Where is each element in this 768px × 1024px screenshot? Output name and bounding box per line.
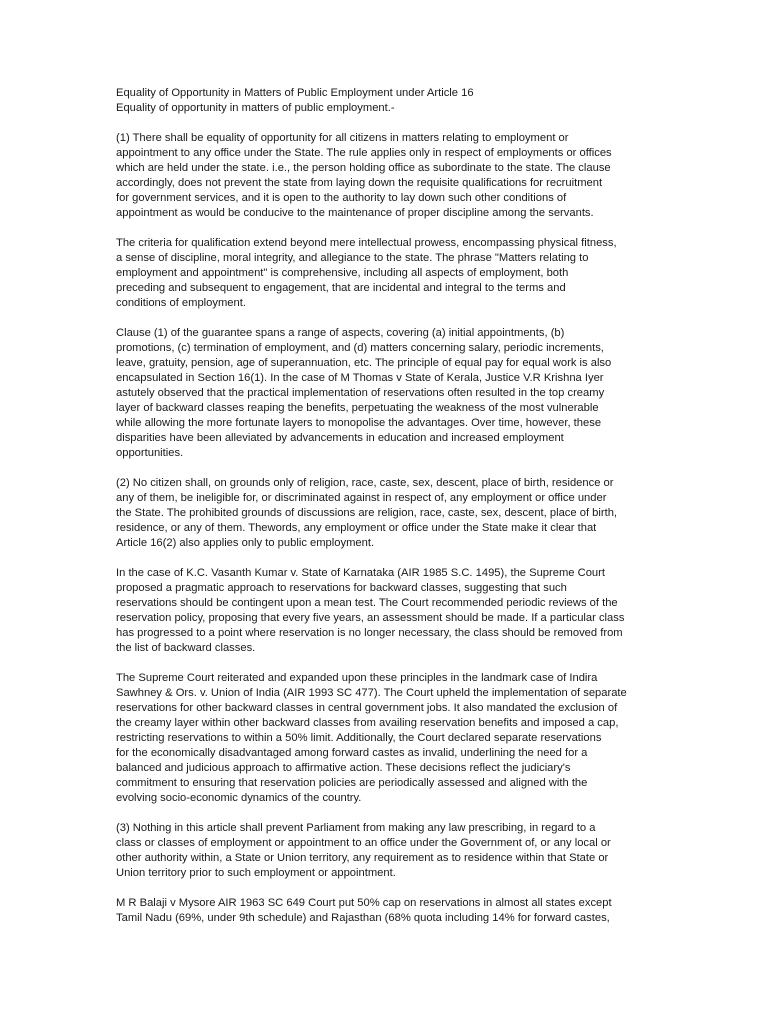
paragraph xyxy=(116,236,656,311)
paragraph-line: Union territory prior to such employment or appointment. xyxy=(116,867,396,879)
paragraph-line: The criteria for qualification extend beyond mere intellectual prowess, encompassing physical fitness, xyxy=(116,237,617,249)
paragraph-line: any of them, be ineligible for, or discriminated against in respect of, any employment or office under xyxy=(116,492,607,504)
document-title: Equality of Opportunity in Matters of Public Employment under Article 16 xyxy=(116,87,474,99)
paragraph-line: proposed a pragmatic approach to reservations for backward classes, suggesting that such xyxy=(116,582,567,594)
document-subtitle: Equality of opportunity in matters of public employment.- xyxy=(116,102,395,114)
paragraph-line: reservation policy, proposing that every five years, an assessment should be made. If a particular class xyxy=(116,612,625,624)
paragraph-line: reservations for other backward classes in central government jobs. It also mandated the exclusion of xyxy=(116,702,618,714)
paragraph xyxy=(116,566,656,656)
paragraph-line: (1) There shall be equality of opportunity for all citizens in matters relating to employment or xyxy=(116,132,569,144)
paragraph-line: which are held under the state. i.e., the person holding office as subordinate to the state. The clause xyxy=(116,162,611,174)
paragraph-line: appointment to any office under the State. The rule applies only in respect of employments or offices xyxy=(116,147,612,159)
paragraph xyxy=(116,131,656,221)
paragraph-line: (2) No citizen shall, on grounds only of religion, race, caste, sex, descent, place of birth, residence or xyxy=(116,477,614,489)
paragraph-line: layer of backward classes reaping the benefits, perpetuating the weakness of the most vulnerable xyxy=(116,402,599,414)
paragraph-line: for government services, and it is open to the authority to lay down such other conditions of xyxy=(116,192,567,204)
paragraph-line: appointment as would be conducive to the maintenance of proper discipline among the servants. xyxy=(116,207,594,219)
paragraph-line: restricting reservations to within a 50% limit. Additionally, the Court declared separate reservations xyxy=(116,732,602,744)
paragraph-line: disparities have been alleviated by advancements in education and increased employment xyxy=(116,432,564,444)
paragraph-line: commitment to ensuring that reservation policies are periodically assessed and aligned with the xyxy=(116,777,588,789)
paragraph-line: In the case of K.C. Vasanth Kumar v. State of Karnataka (AIR 1985 S.C. 1495), the Supreme Court xyxy=(116,567,605,579)
paragraph-line: accordingly, does not prevent the state from laying down the requisite qualifications for recruitment xyxy=(116,177,603,189)
paragraph-line: astutely observed that the practical implementation of reservations often resulted in the top creamy xyxy=(116,387,605,399)
paragraph xyxy=(116,476,656,551)
paragraph-line: M R Balaji v Mysore AIR 1963 SC 649 Court put 50% cap on reservations in almost all states except xyxy=(116,897,612,909)
paragraph-line: balanced and judicious approach to affirmative action. These decisions reflect the judiciary's xyxy=(116,762,571,774)
paragraph-line: the State. The prohibited grounds of discussions are religion, race, caste, sex, descent, place of birth, xyxy=(116,507,618,519)
paragraph-line: a sense of discipline, moral integrity, and allegiance to the state. The phrase "Matters relating to xyxy=(116,252,589,264)
paragraph-line: Sawhney & Ors. v. Union of India (AIR 1993 SC 477). The Court upheld the implementation of separate xyxy=(116,687,627,699)
paragraph-line: class or classes of employment or appointment to an office under the Government of, or any local or xyxy=(116,837,611,849)
document-body xyxy=(116,131,656,926)
paragraph-line: (3) Nothing in this article shall prevent Parliament from making any law prescribing, in regard to a xyxy=(116,822,596,834)
paragraph-line: preceding and subsequent to engagement, that are incidental and integral to the terms and xyxy=(116,282,566,294)
paragraph-line: other authority within, a State or Union territory, any requirement as to residence within that State or xyxy=(116,852,609,864)
paragraph-line: evolving socio-economic dynamics of the country. xyxy=(116,792,362,804)
paragraph-line: employment and appointment" is comprehensive, including all aspects of employment, both xyxy=(116,267,569,279)
paragraph-line: the creamy layer within other backward classes from availing reservation benefits and imposed a cap, xyxy=(116,717,619,729)
paragraph-line: has progressed to a point where reservation is no longer necessary, the class should be removed from xyxy=(116,627,623,639)
paragraph-line: opportunities. xyxy=(116,447,184,459)
paragraph xyxy=(116,671,656,806)
paragraph-line: encapsulated in Section 16(1). In the case of M Thomas v State of Kerala, Justice V.R Krishna Iyer xyxy=(116,372,604,384)
paragraph-line: Clause (1) of the guarantee spans a range of aspects, covering (a) initial appointments, (b) xyxy=(116,327,565,339)
paragraph-line: reservations should be contingent upon a mean test. The Court recommended periodic reviews of the xyxy=(116,597,618,609)
paragraph-line: conditions of employment. xyxy=(116,297,246,309)
paragraph-line: residence, or any of them. Thewords, any employment or office under the State make it clear that xyxy=(116,522,597,534)
paragraph xyxy=(116,896,656,926)
document-page xyxy=(116,86,656,941)
paragraph xyxy=(116,326,656,461)
paragraph-line: Tamil Nadu (69%, under 9th schedule) and Rajasthan (68% quota including 14% for forward castes, xyxy=(116,912,610,924)
paragraph-line: leave, gratuity, pension, age of superannuation, etc. The principle of equal pay for equal work is also xyxy=(116,357,612,369)
paragraph-line: promotions, (c) termination of employment, and (d) matters concerning salary, periodic increments, xyxy=(116,342,604,354)
paragraph-line: The Supreme Court reiterated and expanded upon these principles in the landmark case of Indira xyxy=(116,672,598,684)
paragraph-line: the list of backward classes. xyxy=(116,642,256,654)
document-heading xyxy=(116,86,656,116)
paragraph-line: while allowing the more fortunate layers to monopolise the advantages. Over time, however, these xyxy=(116,417,602,429)
paragraph-line: for the economically disadvantaged among forward castes as invalid, underlining the need for a xyxy=(116,747,588,759)
paragraph xyxy=(116,821,656,881)
paragraph-line: Article 16(2) also applies only to public employment. xyxy=(116,537,375,549)
